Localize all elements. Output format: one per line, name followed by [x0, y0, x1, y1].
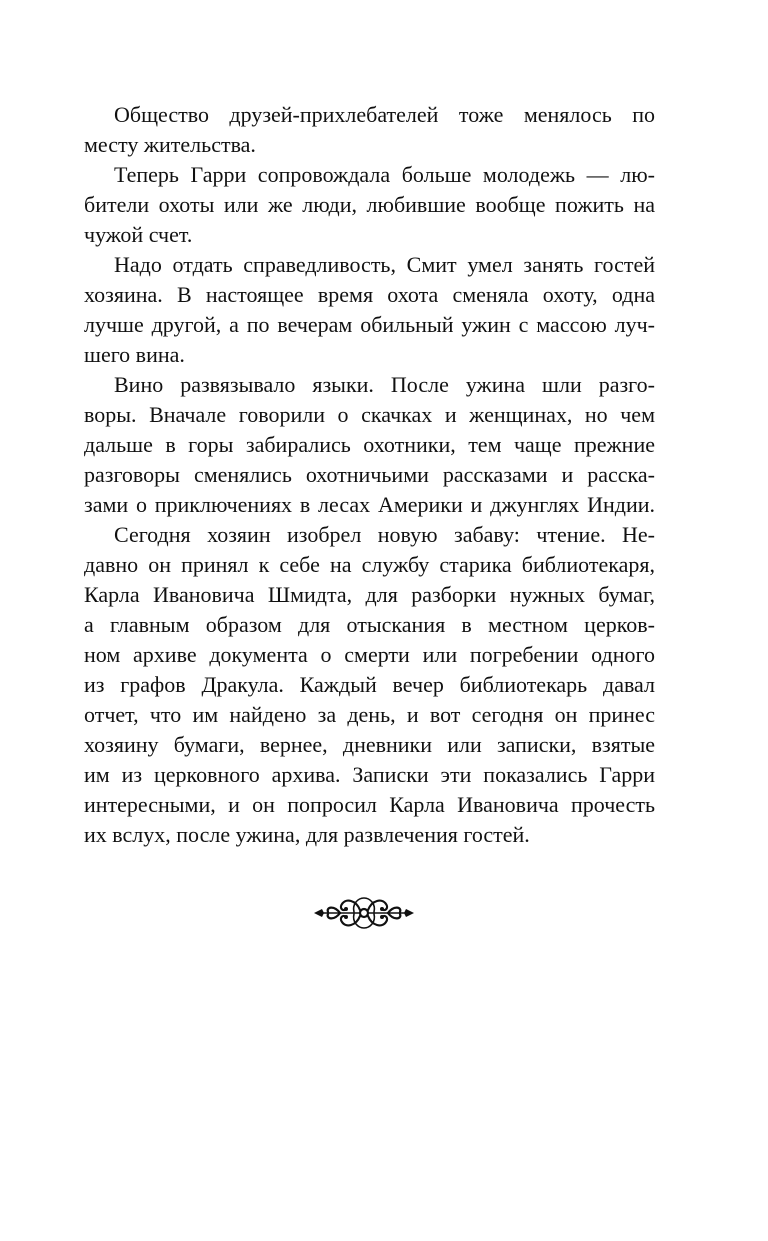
- text-line: из графов Дракула. Каждый вечер библиотекарь давал: [84, 672, 655, 697]
- text-line: месту жительства.: [84, 132, 256, 157]
- text-line: давно он принял к себе на службу старика библиотекаря,: [84, 552, 655, 577]
- text-line: интересными, и он попросил Карла Ивановича прочесть: [84, 792, 655, 817]
- text-line: зами о приключениях в лесах Америки и джунглях Индии.: [84, 492, 655, 517]
- paragraph-3: [84, 250, 655, 370]
- text-line: разговоры сменялись охотничьими рассказами и расска-: [84, 462, 655, 487]
- text-line: хозяину бумаги, вернее, дневники или записки, взятые: [84, 732, 655, 757]
- text-line: Вино развязывало языки. После ужина шли разго-: [114, 372, 655, 397]
- text-line: хозяина. В настоящее время охота сменяла охоту, одна: [84, 282, 655, 307]
- text-line: бители охоты или же люди, любившие вообще пожить на: [84, 192, 655, 217]
- text-line: Сегодня хозяин изобрел новую забаву: чтение. Не-: [114, 522, 655, 547]
- text-line: отчет, что им найдено за день, и вот сегодня он принес: [84, 702, 655, 727]
- text-line: лучше другой, а по вечерам обильный ужин с массою луч-: [84, 312, 655, 337]
- text-line: шего вина.: [84, 342, 185, 367]
- scroll-ornament-icon: [312, 888, 416, 938]
- text-line: воры. Вначале говорили о скачках и женщинах, но чем: [84, 402, 655, 427]
- text-line: а главным образом для отыскания в местном церков-: [84, 612, 655, 637]
- text-line: ном архиве документа о смерти или погребении одного: [84, 642, 655, 667]
- page-text: [84, 100, 655, 850]
- text-line: Карла Ивановича Шмидта, для разборки нужных бумаг,: [84, 582, 655, 607]
- paragraph-2: [84, 160, 655, 250]
- text-line: Надо отдать справедливость, Смит умел занять гостей: [114, 252, 655, 277]
- text-line: дальше в горы забирались охотники, тем чаще прежние: [84, 432, 655, 457]
- text-line: им из церковного архива. Записки эти показались Гарри: [84, 762, 655, 787]
- text-line: их вслух, после ужина, для развлечения гостей.: [84, 822, 530, 847]
- text-line: Общество друзей-прихлебателей тоже менялось по: [114, 102, 655, 127]
- paragraph-5: [84, 520, 655, 850]
- paragraph-1: [84, 100, 655, 160]
- paragraph-4: [84, 370, 655, 520]
- text-line: Теперь Гарри сопровождала больше молодежь — лю-: [114, 162, 655, 187]
- text-line: чужой счет.: [84, 222, 193, 247]
